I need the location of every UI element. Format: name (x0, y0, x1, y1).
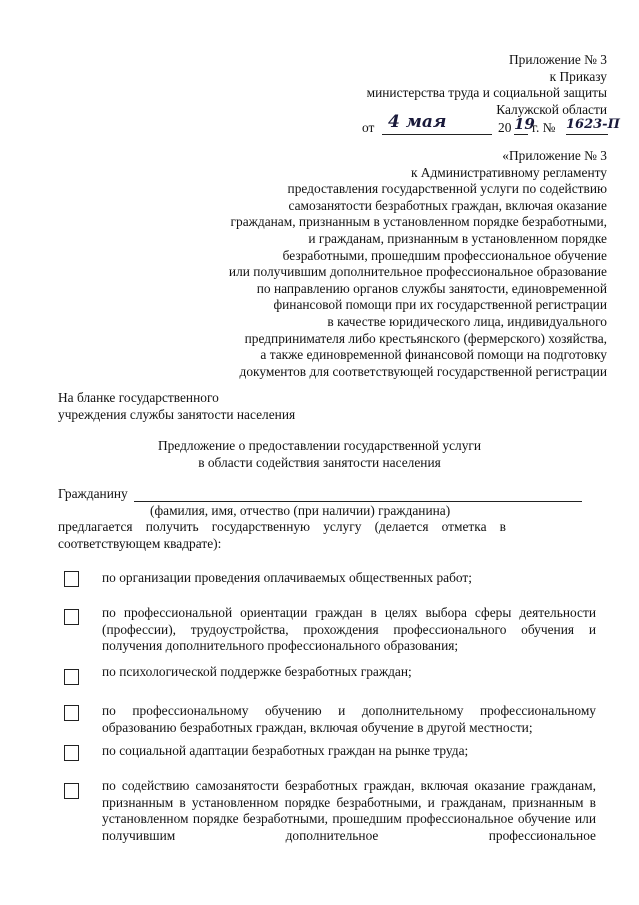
intro-text-line2: соответствующем квадрате): (58, 536, 222, 551)
regulation-reference-line: и гражданам, признанным в установленном порядке (308, 230, 607, 246)
option-checkbox[interactable] (64, 669, 79, 685)
year-prefix: 20 (498, 120, 512, 135)
regulation-reference-line: к Административному регламенту (410, 164, 607, 180)
option-label: по содействию самозанятости безработных граждан, включая оказание гражданам, признанным в установленном порядке безработными, и гражданам, признанным в установленном порядке безработными, прошедшим профессиональное обучение или получившим дополнительное профессиональное (102, 778, 596, 843)
regulation-reference (229, 148, 607, 380)
from-label: от (362, 120, 375, 135)
citizen-label: Гражданину (58, 486, 128, 501)
date-underline (382, 134, 492, 135)
option-label: по профессиональной ориентации граждан в целях выбора сферы деятельности (профессии), трудоустройства, прохождения профессионального обучения и получения дополнительного профессионального образования; (102, 605, 596, 654)
regulation-reference-line: по направлению органов службы занятости, единовременной (256, 280, 607, 296)
option-checkbox[interactable] (64, 745, 79, 761)
regulation-reference-line: документов для соответствующей государственной регистрации (239, 363, 607, 379)
region-name: Калужской области (496, 101, 607, 117)
option-label: по психологической поддержке безработных граждан; (102, 664, 412, 679)
handwritten-number: 1623-П (566, 117, 620, 132)
regulation-reference-line: а также единовременной финансовой помощи на подготовку (260, 347, 607, 363)
option-label: по организации проведения оплачиваемых общественных работ; (102, 570, 473, 585)
regulation-reference-line: самозанятости безработных граждан, включая оказание (288, 197, 607, 213)
regulation-reference-line: «Приложение № 3 (502, 148, 607, 163)
option-checkbox[interactable] (64, 783, 79, 799)
citizen-field[interactable] (58, 486, 582, 504)
option-checkbox[interactable] (64, 705, 79, 721)
regulation-reference-line: предпринимателя либо крестьянского (фермерского) хозяйства, (244, 330, 607, 346)
letterhead-note-line1: На бланке государственного (58, 390, 219, 405)
title-line2: в области содействия занятости населения (198, 454, 441, 470)
handwritten-year: 19 (514, 115, 535, 133)
order-date-number-line (360, 112, 620, 138)
letterhead-note-line2: учреждения службы занятости населения (58, 406, 296, 422)
regulation-reference-line: финансовой помощи при их государственной регистрации (273, 297, 607, 313)
to-order: к Приказу (549, 68, 607, 84)
option-label: по профессиональному обучению и дополнительному профессиональному образованию безработных граждан, включая обучение в другой местности; (102, 703, 596, 735)
title-line1: Предложение о предоставлении государственной услуги (157, 438, 482, 453)
year-suffix: г. № (532, 120, 556, 135)
option-checkbox[interactable] (64, 571, 79, 587)
citizen-field-hint: (фамилия, имя, отчество (при наличии) гражданина) (150, 503, 451, 518)
document-title (0, 438, 639, 471)
intro-text-line1: предлагается получить государственную услугу (делается отметка в (58, 519, 506, 534)
regulation-reference-line: в качестве юридического лица, индивидуального (327, 313, 607, 329)
year-underline (514, 134, 528, 135)
regulation-reference-line: гражданам, признанным в установленном порядке безработными, (230, 214, 607, 230)
letterhead-note (58, 390, 295, 423)
regulation-reference-line: безработными, прошедшим профессиональное обучение (282, 247, 607, 263)
ministry-name: министерства труда и социальной защиты (366, 85, 607, 101)
number-underline (566, 134, 608, 135)
order-reference (367, 52, 607, 118)
regulation-reference-line: предоставления государственной услуги по содействию (287, 181, 607, 197)
citizen-name-blank[interactable] (134, 501, 582, 502)
regulation-reference-line: или получившим дополнительное профессиональное образование (228, 264, 607, 280)
handwritten-date: 4 мая (388, 112, 447, 132)
appendix-number: Приложение № 3 (508, 52, 607, 67)
option-checkbox[interactable] (64, 609, 79, 625)
option-label: по социальной адаптации безработных граждан на рынке труда; (102, 743, 469, 758)
